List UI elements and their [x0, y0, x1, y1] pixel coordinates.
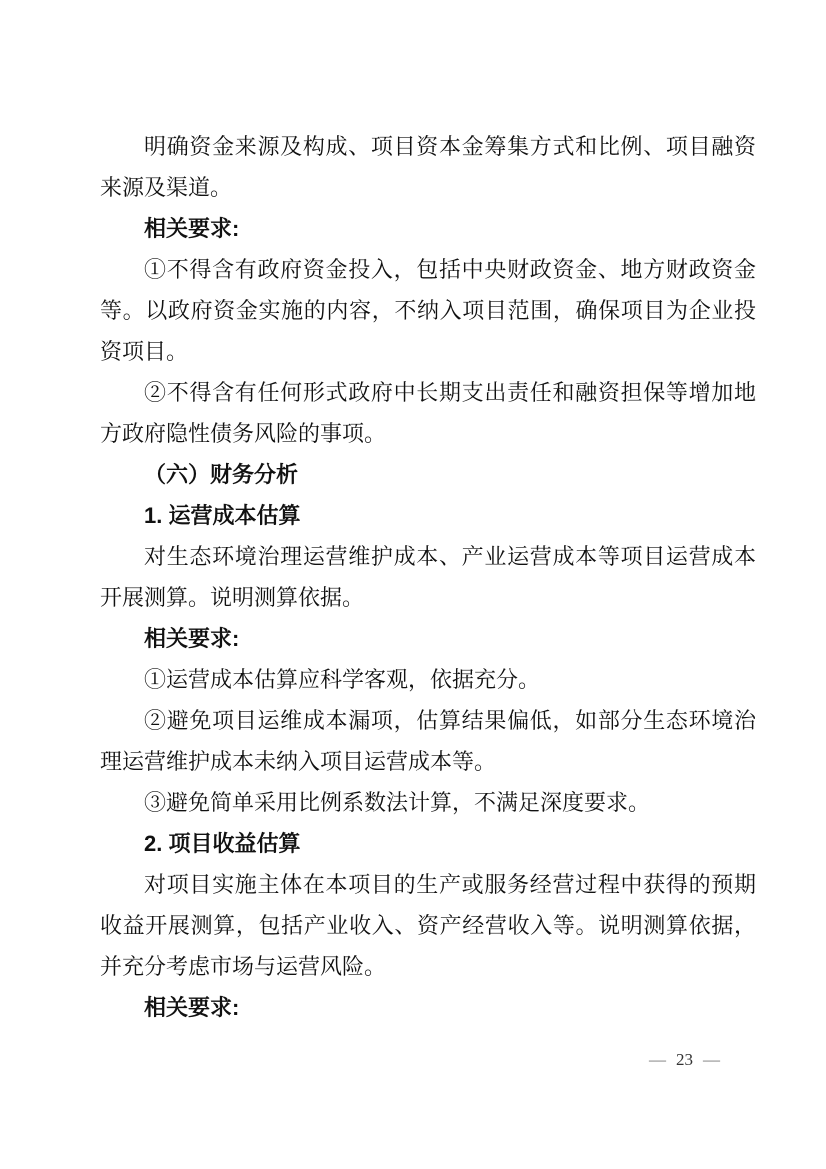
- label-requirements-3: 相关要求:: [144, 995, 240, 1020]
- paragraph-requirement-no-gov-funds: ①不得含有政府资金投入，包括中央财政资金、地方财政资金等。以政府资金实施的内容，不纳入项目范围，确保项目为企业投资项目。: [100, 257, 756, 364]
- heading-financial-analysis: （六）财务分析: [144, 462, 299, 487]
- page-number: 23: [676, 1050, 693, 1069]
- page-footer: [649, 1048, 720, 1072]
- paragraph-operating-cost-scope: 对生态环境治理运营维护成本、产业运营成本等项目运营成本开展测算。说明测算依据。: [100, 544, 756, 610]
- label-requirements-1: 相关要求:: [144, 216, 240, 241]
- heading-operating-cost-estimate: 1. 运营成本估算: [144, 503, 301, 528]
- paragraph-cost-scientific: ①运营成本估算应科学客观，依据充分。: [144, 667, 541, 692]
- paragraph-ratio-method: ③避免简单采用比例系数法计算，不满足深度要求。: [144, 790, 651, 815]
- paragraph-requirement-no-debt-risk: ②不得含有任何形式政府中长期支出责任和融资担保等增加地方政府隐性债务风险的事项。: [100, 380, 756, 446]
- footer-dash-right: —: [703, 1050, 720, 1069]
- paragraph-cost-omission: ②避免项目运维成本漏项，估算结果偏低，如部分生态环境治理运营维护成本未纳入项目运营成本等。: [100, 708, 756, 774]
- heading-project-revenue-estimate: 2. 项目收益估算: [144, 831, 301, 856]
- label-requirements-2: 相关要求:: [144, 626, 240, 651]
- paragraph-revenue-estimate: 对项目实施主体在本项目的生产或服务经营过程中获得的预期收益开展测算，包括产业收入、资产经营收入等。说明测算依据，并充分考虑市场与运营风险。: [100, 872, 756, 979]
- document-body: [100, 126, 756, 1028]
- paragraph-funding-sources: 明确资金来源及构成、项目资本金筹集方式和比例、项目融资来源及渠道。: [100, 134, 756, 200]
- footer-dash-left: —: [649, 1050, 666, 1069]
